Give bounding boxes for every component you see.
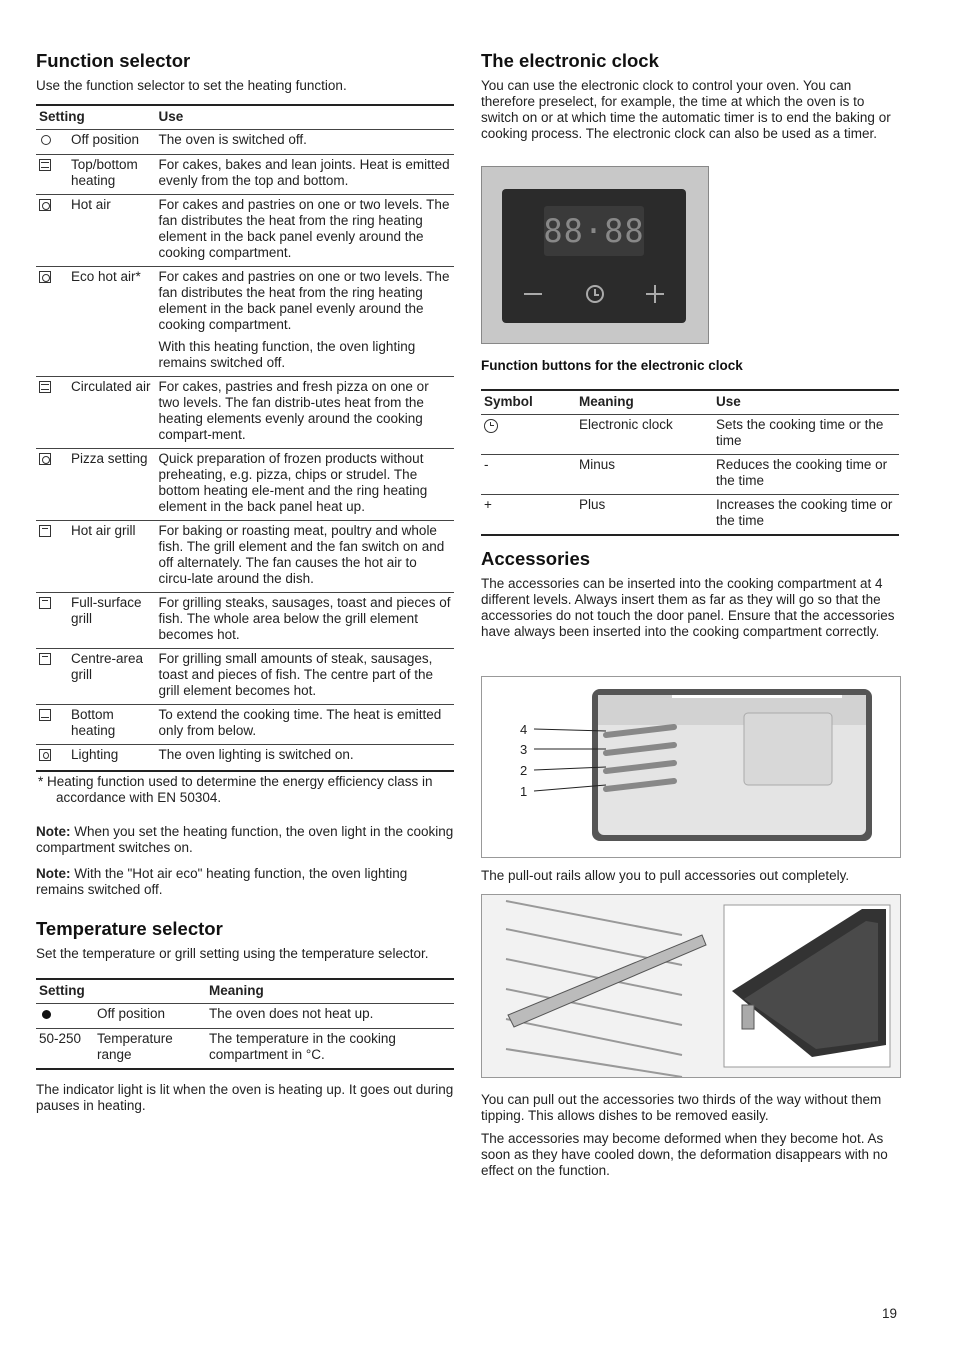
- level-1-label: 1: [520, 784, 528, 799]
- use-text: For cakes and pastries on one or two levels. The fan distributes the heat from the ring heating element in the back panel evenly around the cooking compartment.: [158, 269, 450, 332]
- col-use-header: Use: [713, 390, 899, 415]
- use-cell: [156, 155, 454, 195]
- use-cell: [156, 377, 454, 449]
- pull-out-rails-text: The pull-out rails allow you to pull accessories out completely.: [481, 868, 850, 883]
- footnote: * Heating function used to determine the energy efficiency class in accordance with EN 50304.: [38, 774, 433, 805]
- function-selector-table: [36, 104, 454, 772]
- oven-levels-figure: [481, 676, 901, 858]
- meaning-cell: The temperature in the cooking compartment in °C.: [206, 1029, 454, 1070]
- use-cell: Reduces the cooking time or the time: [713, 455, 899, 495]
- use-cell: [156, 449, 454, 521]
- function-selector-intro: Use the function selector to set the heating function.: [36, 78, 347, 93]
- plus-icon: +: [481, 495, 576, 536]
- use-text: For cakes, pastries and fresh pizza on one or two levels. The fan distrib-utes heat from the heating elements evenly around the cooking compart-ment.: [158, 379, 429, 442]
- setting-label: Lighting: [68, 745, 156, 772]
- hot-air-grill-icon: [39, 525, 51, 537]
- table-row: [36, 130, 454, 155]
- meaning-cell: Minus: [576, 455, 713, 495]
- meaning-cell: Electronic clock: [576, 415, 713, 455]
- use-cell: [156, 705, 454, 745]
- level-3-label: 3: [520, 742, 528, 757]
- setting-label: Hot air: [68, 195, 156, 267]
- setting-value: 50-250: [36, 1029, 94, 1070]
- temperature-selector-title: Temperature selector: [36, 918, 223, 939]
- table-row: [36, 649, 454, 705]
- pull-out-rails-figure: [481, 894, 901, 1078]
- col-symbol-header: Symbol: [481, 390, 576, 415]
- use-cell: [156, 649, 454, 705]
- level-4-label: 4: [520, 722, 528, 737]
- plus-button[interactable]: [646, 285, 664, 303]
- use-text: With this heating function, the oven lighting remains switched off.: [158, 339, 416, 370]
- use-cell: Sets the cooking time or the time: [713, 415, 899, 455]
- setting-label: Pizza setting: [68, 449, 156, 521]
- setting-label: Temperature range: [94, 1029, 206, 1070]
- eco-hot-air-icon: [39, 271, 51, 283]
- use-text: For baking or roasting meat, poultry and whole fish. The grill element and the fan switch on and off alternately. The fan causes the hot air to circu-late around the dish.: [158, 523, 445, 586]
- centre-area-grill-icon: [39, 653, 51, 665]
- clock-buttons-section: [481, 358, 899, 640]
- setting-label: Top/bottom heating: [68, 155, 156, 195]
- rails-illustration: [482, 895, 900, 1077]
- right-column: [481, 50, 899, 142]
- use-cell: [156, 130, 454, 155]
- use-text: For grilling small amounts of steak, sausages, toast and pieces of fish. The centre part of the grill element becomes hot.: [158, 651, 433, 698]
- oven-light-strip: [672, 695, 842, 698]
- note-label: Note:: [36, 866, 71, 881]
- minus-button[interactable]: [524, 293, 542, 295]
- meaning-cell: The oven does not heat up.: [206, 1004, 454, 1029]
- col-meaning-header: Meaning: [576, 390, 713, 415]
- setting-label: Off position: [68, 130, 156, 155]
- clock-icon: [484, 419, 498, 433]
- clock-panel: [502, 189, 686, 323]
- pizza-setting-icon: [39, 453, 51, 465]
- function-selector-title: Function selector: [36, 50, 191, 71]
- table-row: [36, 377, 454, 449]
- setting-label: Full-surface grill: [68, 593, 156, 649]
- table-row: [36, 449, 454, 521]
- table-row: [36, 745, 454, 772]
- clock-icon-hand: [594, 294, 599, 296]
- setting-label: Centre-area grill: [68, 649, 156, 705]
- note-text: With the "Hot air eco" heating function, the oven lighting remains switched off.: [36, 866, 408, 897]
- electronic-clock-title: The electronic clock: [481, 50, 659, 71]
- off-dot-icon: [42, 1010, 51, 1019]
- accessories-para-2: The accessories may become deformed when they become hot. As soon as they have cooled down, the deformation disappears with no effect on the function.: [481, 1131, 888, 1178]
- clock-button[interactable]: [586, 285, 604, 303]
- use-text: For cakes, bakes and lean joints. Heat is emitted evenly from the top and bottom.: [158, 157, 450, 188]
- setting-label: Eco hot air*: [68, 267, 156, 377]
- table-row: [481, 455, 899, 495]
- use-text: Quick preparation of frozen products without preheating, e.g. pizza, chips or strudel. The bottom heating ele-ment and the ring heating element in the back panel heat up.: [158, 451, 428, 514]
- table-row: [481, 495, 899, 536]
- table-row: [36, 593, 454, 649]
- use-cell: [156, 745, 454, 772]
- setting-label: Bottom heating: [68, 705, 156, 745]
- use-text: To extend the cooking time. The heat is emitted only from below.: [158, 707, 442, 738]
- clock-display: [544, 206, 644, 256]
- left-column: [36, 50, 454, 1114]
- use-cell: [156, 267, 454, 377]
- setting-label: Hot air grill: [68, 521, 156, 593]
- circulated-air-icon: [39, 381, 51, 393]
- setting-label: Off position: [94, 1004, 206, 1029]
- clock-buttons-subtitle: Function buttons for the electronic clock: [481, 358, 743, 373]
- meaning-cell: Plus: [576, 495, 713, 536]
- hot-air-icon: [39, 199, 51, 211]
- table-row: [481, 415, 899, 455]
- minus-icon: -: [481, 455, 576, 495]
- use-text: The oven is switched off.: [158, 132, 307, 147]
- use-cell: Increases the cooking time or the time: [713, 495, 899, 536]
- off-position-icon: [41, 135, 51, 145]
- table-row: [36, 155, 454, 195]
- use-cell: [156, 521, 454, 593]
- table-row: [36, 195, 454, 267]
- temperature-outro: The indicator light is lit when the oven is heating up. It goes out during pauses in heating.: [36, 1082, 454, 1113]
- temperature-selector-table: [36, 978, 454, 1070]
- col-setting-header: Setting: [36, 105, 156, 130]
- table-row: [36, 267, 454, 377]
- table-row: [36, 1029, 454, 1070]
- oven-back-window: [744, 713, 832, 785]
- accessories-para-1: You can pull out the accessories two thirds of the way without them tipping. This allows dishes to be removed easily.: [481, 1092, 882, 1123]
- table-row: [36, 1004, 454, 1029]
- use-text: The oven lighting is switched on.: [158, 747, 354, 762]
- bottom-heating-icon: [39, 709, 51, 721]
- col-meaning-header: Meaning: [206, 979, 454, 1004]
- accessories-intro: The accessories can be inserted into the cooking compartment at 4 different levels. Always insert them as far as they will go so that the accessories do not touch the door panel. Ensure that the accessories have always been inserted into the cooking compartment correctly.: [481, 576, 895, 639]
- clock-buttons-table: [481, 389, 899, 536]
- top-bottom-heating-icon: [39, 159, 51, 171]
- note-text: When you set the heating function, the oven light in the cooking compartment switches on.: [36, 824, 454, 855]
- clock-display-digits: 88·88: [543, 212, 645, 250]
- page-number: 19: [882, 1306, 898, 1321]
- col-use-header: Use: [156, 105, 454, 130]
- clock-panel-figure: [481, 166, 709, 344]
- plus-icon-vertical: [654, 285, 656, 303]
- use-cell: [156, 195, 454, 267]
- full-surface-grill-icon: [39, 597, 51, 609]
- note-2: [36, 866, 454, 898]
- use-text: For cakes and pastries on one or two levels. The fan distributes the heat from the ring heating element in the back panel evenly around the cooking compartment.: [158, 197, 450, 260]
- tray-latch: [742, 1005, 754, 1029]
- note-1: [36, 824, 454, 856]
- temperature-selector-intro: Set the temperature or grill setting using the temperature selector.: [36, 946, 429, 961]
- table-row: [36, 521, 454, 593]
- lighting-icon: [39, 749, 51, 761]
- note-label: Note:: [36, 824, 71, 839]
- setting-label: Circulated air: [68, 377, 156, 449]
- oven-interior-illustration: [482, 677, 900, 857]
- level-2-label: 2: [520, 763, 528, 778]
- col-setting-header: Setting: [36, 979, 206, 1004]
- use-text: For grilling steaks, sausages, toast and pieces of fish. The whole area below the grill element becomes hot.: [158, 595, 451, 642]
- accessories-title: Accessories: [481, 548, 591, 569]
- table-row: [36, 705, 454, 745]
- electronic-clock-intro: You can use the electronic clock to control your oven. You can therefore preselect, for example, the time at which the oven is to switch on or at which time the automatic timer is to end the baking or cooking process. The electronic clock can also be used as a timer.: [481, 78, 891, 141]
- use-cell: [156, 593, 454, 649]
